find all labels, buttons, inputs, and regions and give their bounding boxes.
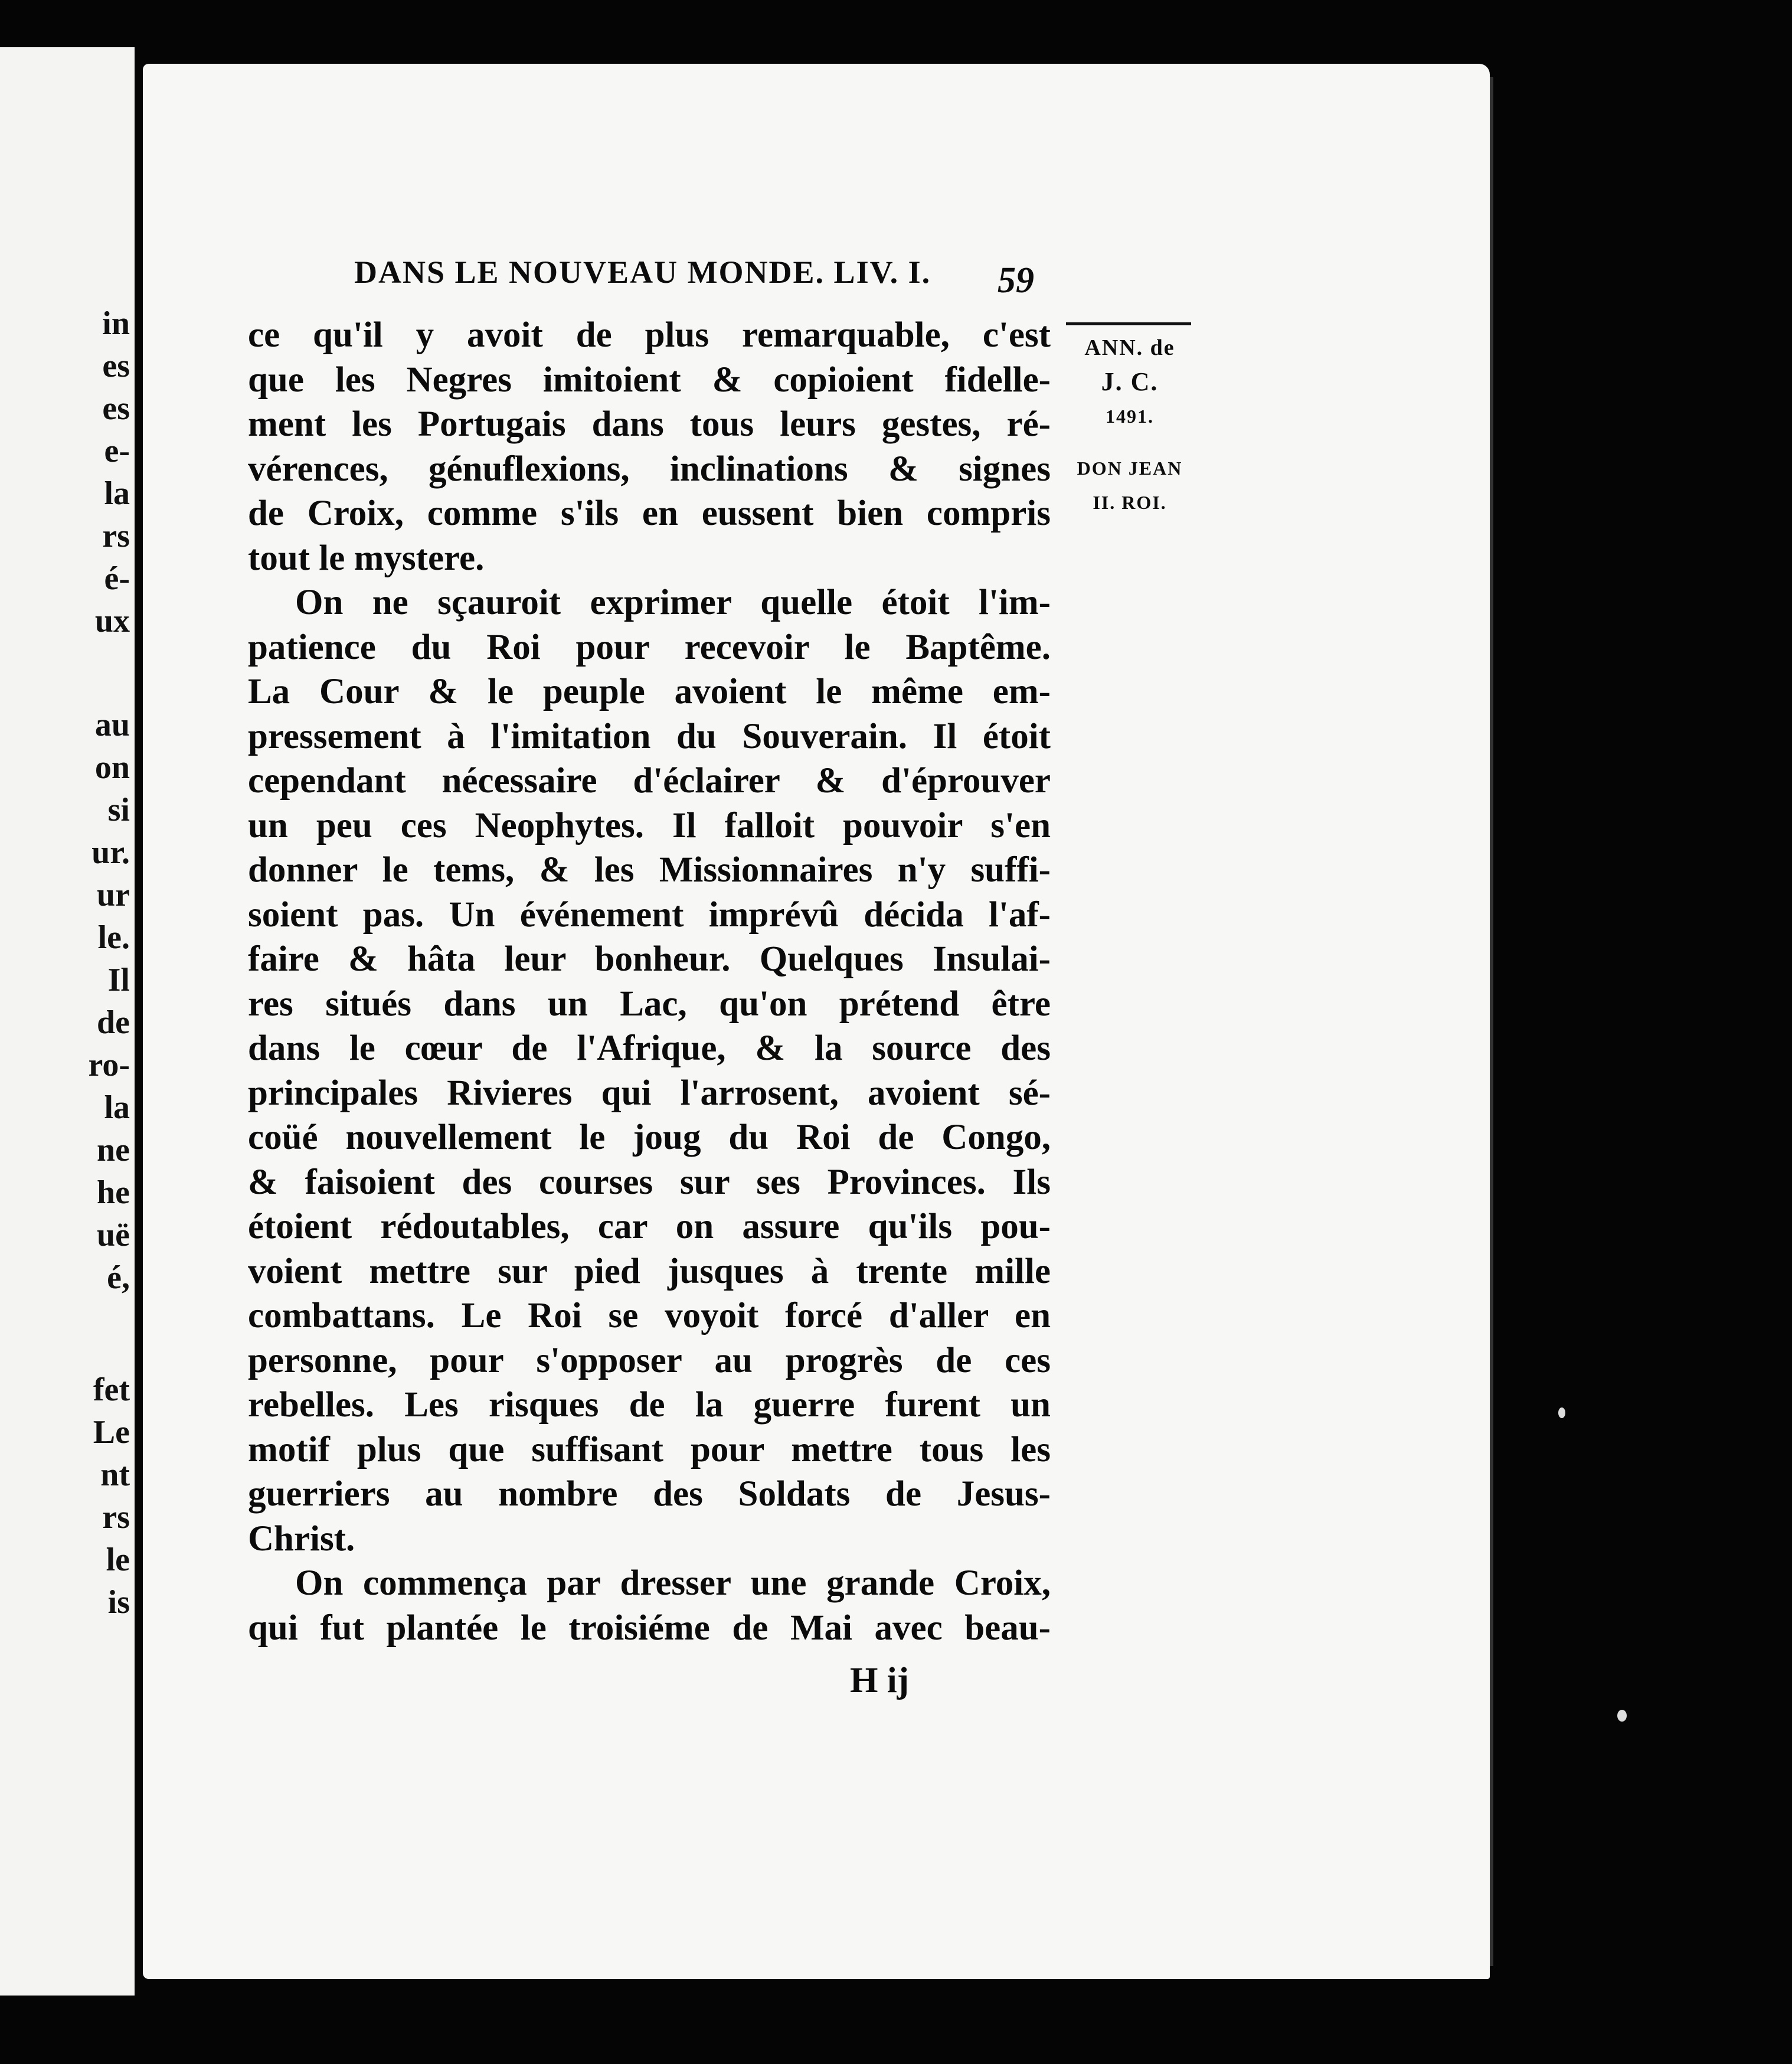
text-line: vérences, génuflexions, inclinations & signes <box>248 449 1051 489</box>
text-line: pressement à l'imitation du Souverain. Il étoit <box>248 716 1051 756</box>
page-number: 59 <box>998 260 1034 301</box>
left-fragment: e- <box>104 433 130 469</box>
text-line: ce qu'il y avoit de plus remarquable, c'est <box>248 315 1051 355</box>
left-fragment: on <box>94 749 130 786</box>
text-line: voient mettre sur pied jusques à trente mille <box>248 1251 1051 1291</box>
margin-rule <box>1066 322 1191 325</box>
text-line: ment les Portugais dans tous leurs gestes, ré- <box>248 404 1051 444</box>
text-line: dans le cœur de l'Afrique, & la source des <box>248 1028 1051 1068</box>
left-fragment: rs <box>102 518 130 554</box>
left-fragment: ux <box>94 603 130 639</box>
left-fragment: nt <box>100 1456 130 1493</box>
left-fragment: ur <box>97 877 130 913</box>
text-line: combattans. Le Roi se voyoit forcé d'aller en <box>248 1296 1051 1335</box>
text-line: personne, pour s'opposer au progrès de ces <box>248 1340 1051 1380</box>
left-fragment: Le <box>93 1414 130 1451</box>
text-line: cependant nécessaire d'éclairer & d'éprouver <box>248 761 1051 801</box>
left-fragment: le. <box>97 919 130 956</box>
left-fragment: fet <box>93 1371 130 1408</box>
margin-notes <box>1066 331 1193 520</box>
left-fragment: uë <box>97 1217 130 1253</box>
text-line: patience du Roi pour recevoir le Baptême. <box>248 627 1051 667</box>
text-line: faire & hâta leur bonheur. Quelques Insulai- <box>248 939 1051 979</box>
left-fragment: la <box>104 475 130 512</box>
left-fragment: rs <box>102 1499 130 1536</box>
left-fragment: es <box>102 348 130 384</box>
text-line: motif plus que suffisant pour mettre tous les <box>248 1429 1051 1469</box>
text-line: de Croix, comme s'ils en eussent bien compris <box>248 494 1051 533</box>
left-fragment: he <box>97 1174 130 1211</box>
text-line: qui fut plantée le troisiéme de Mai avec beau- <box>248 1608 1051 1648</box>
margin-year: 1491. <box>1106 406 1154 427</box>
left-fragment: le <box>106 1542 130 1578</box>
scan-speck <box>1558 1407 1565 1418</box>
text-line: coüé nouvellement le joug du Roi de Congo, <box>248 1118 1051 1157</box>
margin-year-label: ANN. de <box>1084 335 1175 360</box>
margin-king-line2: II. ROI. <box>1093 492 1167 513</box>
signature-mark: H ij <box>850 1661 909 1700</box>
left-fragment: in <box>102 305 130 342</box>
text-line: Christ. <box>248 1518 355 1559</box>
left-fragment: Il <box>107 962 130 998</box>
margin-king-line1: DON JEAN <box>1077 458 1183 479</box>
left-facing-page <box>0 47 135 1996</box>
left-fragment: la <box>104 1089 130 1126</box>
text-line: On ne sçauroit exprimer quelle étoit l'im- <box>295 583 1051 622</box>
text-line: un peu ces Neophytes. Il falloit pouvoir s'en <box>248 805 1051 845</box>
text-line: principales Rivieres qui l'arrosent, avoient sé- <box>248 1073 1051 1113</box>
text-line: & faisoient des courses sur ses Provinces. Ils <box>248 1162 1051 1202</box>
left-fragment: é, <box>107 1259 130 1296</box>
text-line: donner le tems, & les Missionnaires n'y suffi- <box>248 850 1051 890</box>
text-line: que les Negres imitoient & copioient fidelle- <box>248 360 1051 400</box>
text-line: rebelles. Les risques de la guerre furent un <box>248 1385 1051 1425</box>
margin-era: J. C. <box>1101 367 1159 396</box>
text-line: res situés dans un Lac, qu'on prétend être <box>248 984 1051 1024</box>
text-line: étoient rédoutables, car on assure qu'ils pou- <box>248 1207 1051 1246</box>
page-edge-shadow <box>1490 77 1493 1966</box>
running-head: DANS LE NOUVEAU MONDE. LIV. I. <box>354 254 931 290</box>
text-line: soient pas. Un événement imprévû décida l'af- <box>248 894 1051 935</box>
left-fragment: si <box>107 792 130 828</box>
left-fragment: es <box>102 390 130 427</box>
left-fragment: ur. <box>91 834 130 871</box>
left-fragment: ne <box>97 1132 130 1168</box>
body-text <box>248 313 1051 1650</box>
left-fragment: au <box>94 707 130 743</box>
text-line: guerriers au nombre des Soldats de Jesus- <box>248 1474 1051 1514</box>
scan-speck <box>1617 1710 1627 1722</box>
left-fragment: is <box>107 1584 130 1621</box>
text-line: tout le mystere. <box>248 538 485 578</box>
left-fragment: de <box>97 1004 130 1041</box>
left-fragment: ro- <box>88 1047 130 1083</box>
left-fragment: é- <box>104 560 130 597</box>
text-line: On commença par dresser une grande Croix, <box>295 1563 1051 1603</box>
text-line: La Cour & le peuple avoient le même em- <box>248 672 1051 711</box>
